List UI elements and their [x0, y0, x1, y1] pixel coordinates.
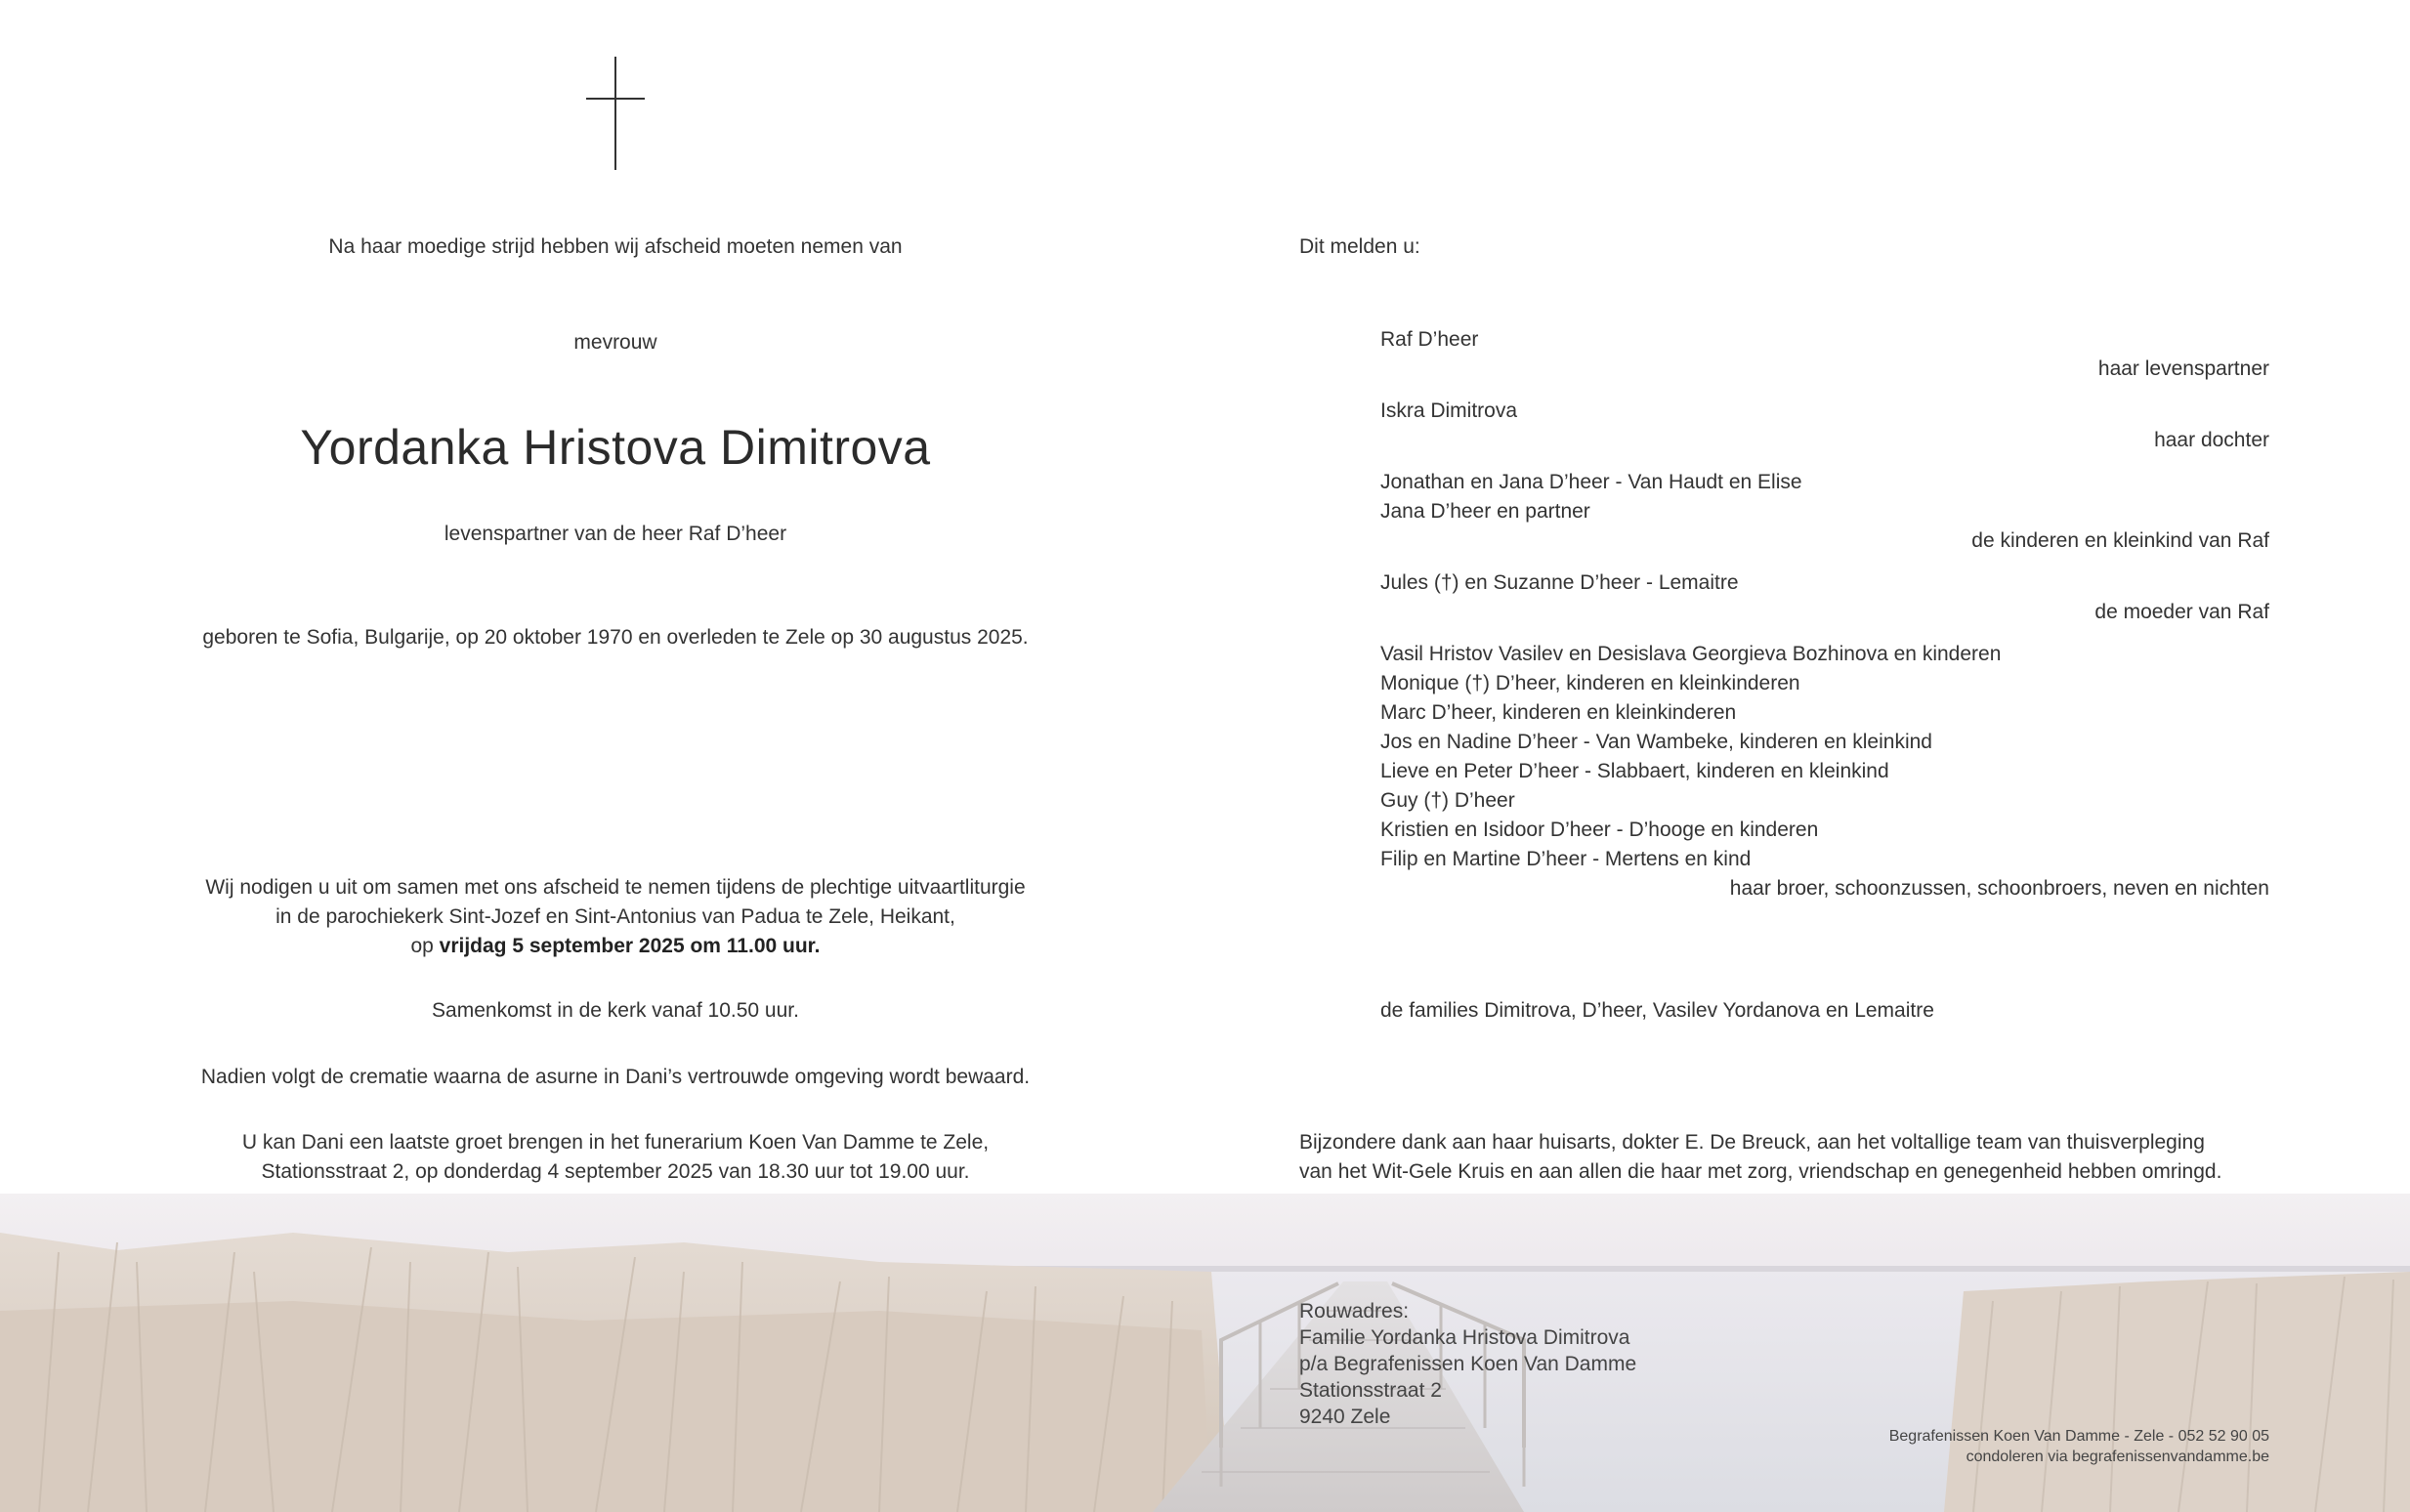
relation-label: haar dochter	[2154, 429, 2269, 451]
address-label: Rouwadres:	[1299, 1300, 1410, 1323]
thanks-line-1: Bijzondere dank aan haar huisarts, dokter E. De Breuck, aan het voltallige team van thuisverpleging	[1299, 1131, 2205, 1154]
list-item: Vasil Hristov Vasilev en Desislava Georgieva Bozhinova en kinderen	[1380, 643, 2002, 665]
list-item: Jonathan en Jana D’heer - Van Haudt en Elise	[1380, 471, 1802, 493]
funeral-home-footer	[1661, 1426, 2269, 1467]
announcement-intro: Dit melden u:	[1299, 235, 1420, 258]
birth-death-line: geboren te Sofia, Bulgarije, op 20 oktober 1970 en overleden te Zele op 30 augustus 2025.	[202, 626, 1029, 649]
list-item: Iskra Dimitrova	[1380, 399, 1518, 422]
list-item: Jos en Nadine D’heer - Van Wambeke, kinderen en kleinkind	[1380, 731, 1932, 753]
gathering-text: Samenkomst in de kerk vanaf 10.50 uur.	[432, 999, 799, 1022]
condolence-website: condoleren via begrafenissenvandamme.be	[1966, 1449, 2269, 1465]
funeral-home-contact: Begrafenissen Koen Van Damme - Zele - 052 52 90 05	[1888, 1428, 2269, 1445]
relation-label: haar levenspartner	[2097, 357, 2269, 380]
list-item: Jana D’heer en partner	[1380, 500, 1590, 523]
honorific: mevrouw	[573, 331, 657, 354]
relation-label: haar broer, schoonzussen, schoonbroers, neven en nichten	[1729, 877, 2269, 900]
service-date: vrijdag 5 september 2025 om 11.00 uur.	[439, 935, 821, 957]
address-line: 9240 Zele	[1299, 1406, 1391, 1428]
intro-text: Na haar moedige strijd hebben wij afscheid moeten nemen van	[328, 235, 903, 258]
list-item: Jules (†) en Suzanne D’heer - Lemaitre	[1380, 571, 1739, 594]
invitation-line-3	[127, 932, 1104, 961]
relation-label: de moeder van Raf	[2094, 601, 2269, 623]
invitation-prefix: op	[410, 935, 440, 957]
visit-line-1: U kan Dani een laatste groet brengen in het funerarium Koen Van Damme te Zele,	[241, 1131, 990, 1154]
address-line: p/a Begrafenissen Koen Van Damme	[1299, 1353, 1637, 1375]
address-line: Familie Yordanka Hristova Dimitrova	[1299, 1326, 1630, 1349]
list-item: Raf D’heer	[1380, 328, 1479, 351]
list-item: Marc D’heer, kinderen en kleinkinderen	[1380, 701, 1737, 724]
invitation-line-2: in de parochiekerk Sint-Jozef en Sint-Antonius van Padua te Zele, Heikant,	[275, 905, 955, 928]
relation-label: de kinderen en kleinkind van Raf	[1971, 529, 2269, 552]
list-item: Lieve en Peter D’heer - Slabbaert, kinderen en kleinkind	[1380, 760, 1889, 782]
invitation-line-1: Wij nodigen u uit om samen met ons afscheid te nemen tijdens de plechtige uitvaartliturgie	[205, 876, 1026, 899]
list-item: Guy (†) D’heer	[1380, 789, 1515, 812]
visit-line-2: Stationsstraat 2, op donderdag 4 september 2025 van 18.30 uur tot 19.00 uur.	[261, 1160, 970, 1183]
families-line: de families Dimitrova, D’heer, Vasilev Yordanova en Lemaitre	[1380, 999, 1934, 1022]
mourning-address	[1299, 1298, 1636, 1430]
mourners-list	[1380, 325, 2269, 903]
list-item: Kristien en Isidoor D’heer - D’hooge en kinderen	[1380, 819, 1819, 841]
cremation-text: Nadien volgt de crematie waarna de asurne in Dani’s vertrouwde omgeving wordt bewaard.	[200, 1066, 1031, 1088]
cross-icon	[586, 57, 645, 170]
list-item: Monique (†) D’heer, kinderen en kleinkinderen	[1380, 672, 1800, 694]
deceased-name: Yordanka Hristova Dimitrova	[300, 420, 931, 475]
list-item: Filip en Martine D’heer - Mertens en kind	[1380, 848, 1752, 870]
address-line: Stationsstraat 2	[1299, 1379, 1442, 1402]
partner-line: levenspartner van de heer Raf D’heer	[444, 523, 787, 545]
thanks-line-2: van het Wit-Gele Kruis en aan allen die haar met zorg, vriendschap en genegenheid hebben omringd.	[1299, 1160, 2222, 1183]
